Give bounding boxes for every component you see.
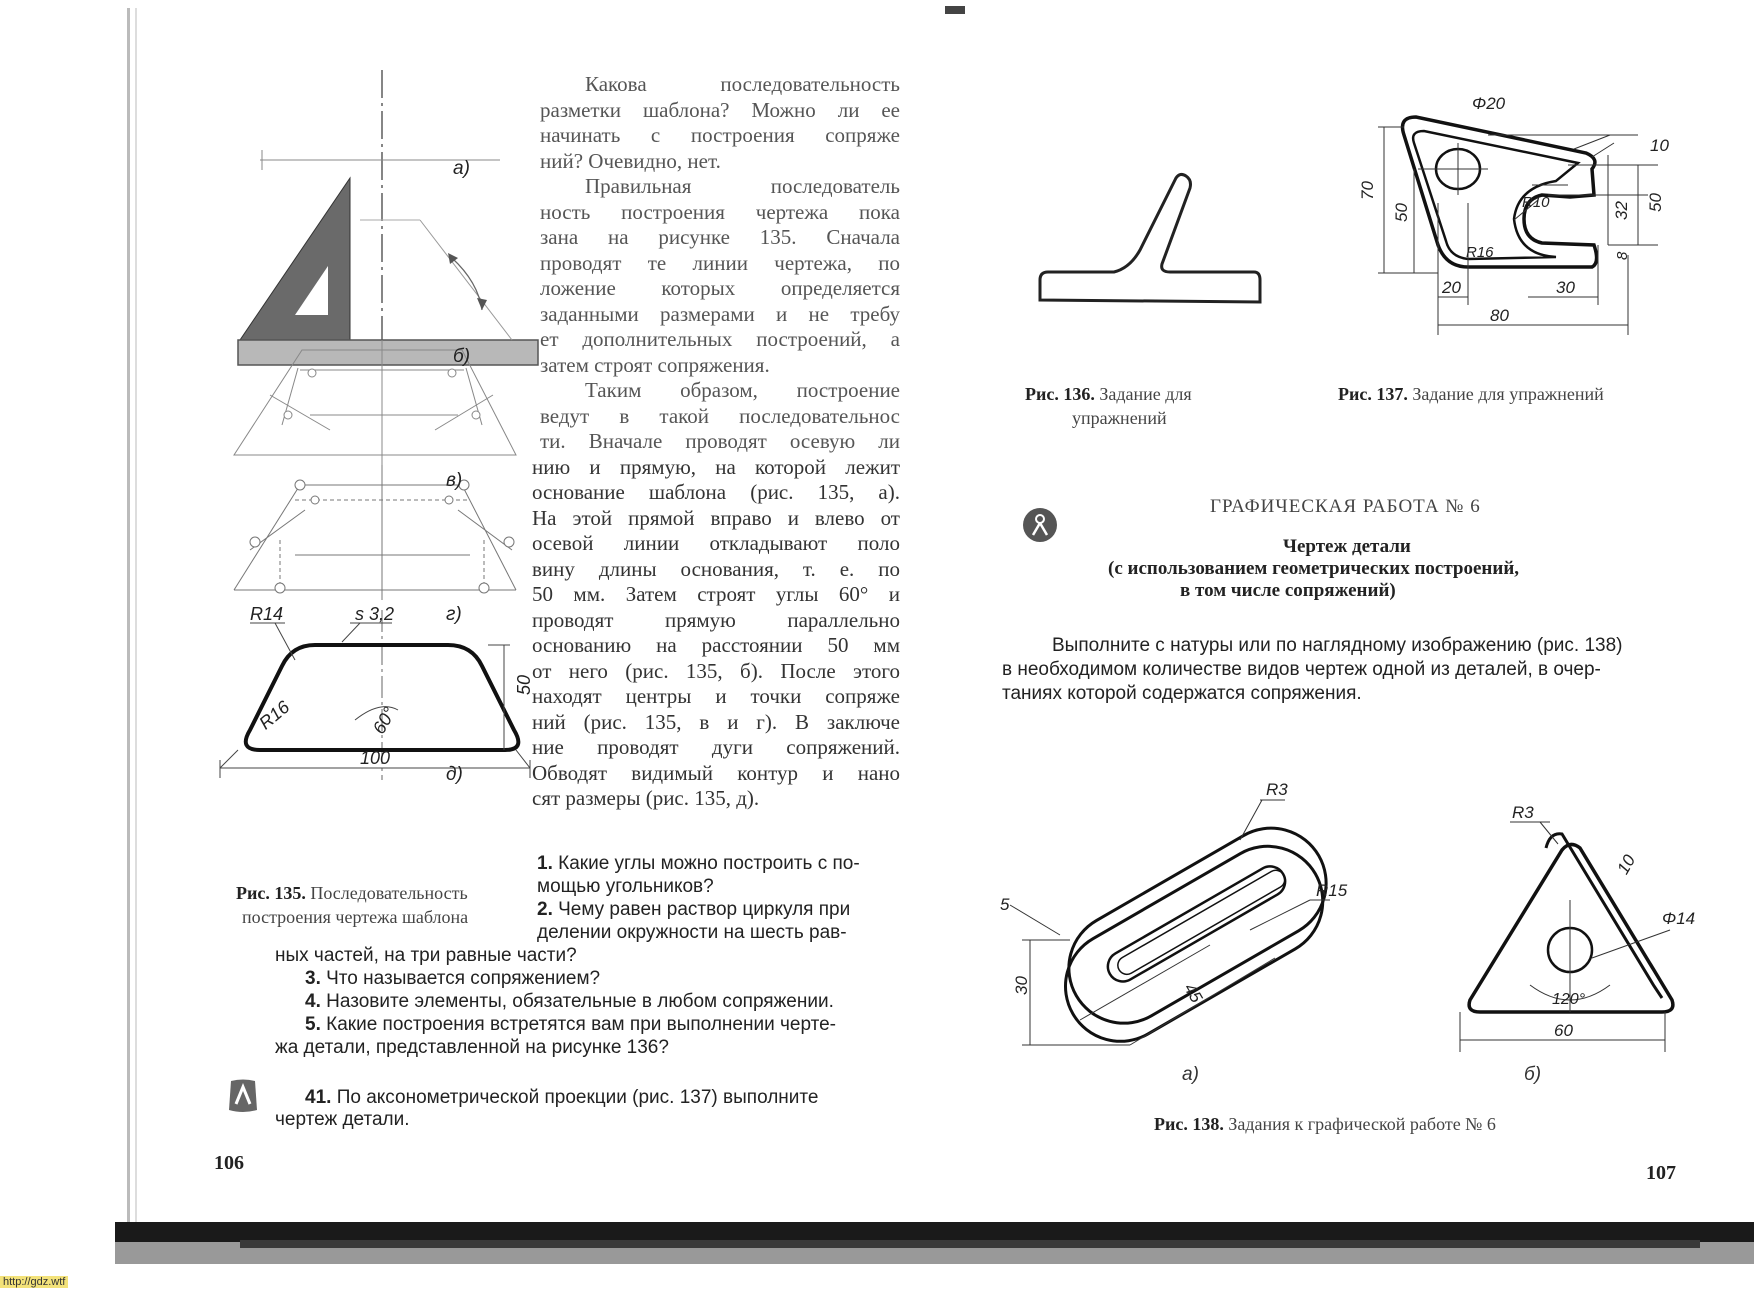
body-text-line: разметки шаблона? Можно ли ее — [540, 97, 900, 122]
body-text-line: 50 мм. Затем строят углы 60° и — [532, 582, 900, 606]
fig137-dim-8: 8 — [1614, 251, 1631, 260]
fig136-caption — [1025, 384, 1192, 405]
fig137-dim-80: 80 — [1490, 306, 1509, 325]
fig137-dim-50: 50 — [1392, 203, 1411, 222]
body-text-line: основание шаблона (рис. 135, а). — [532, 480, 900, 504]
graphic-work-icon — [1022, 507, 1058, 543]
graphic-work-heading: ГРАФИЧЕСКАЯ РАБОТА № 6 — [1210, 496, 1481, 517]
body-text-line: проводят те линии чертежа, по — [540, 250, 900, 275]
body-text-line: ний (рис. 135, в и г). В заключе — [532, 709, 900, 734]
figure-138a — [1000, 780, 1360, 1080]
page-number-left: 106 — [214, 1152, 244, 1174]
fig138b-label: б) — [1524, 1064, 1542, 1085]
body-text-line: ведут в такой последовательнос — [540, 403, 900, 428]
fig137-caption-text: Задание для упражнений — [1412, 384, 1604, 404]
fig136-caption-line2: упражнений — [1072, 408, 1167, 428]
body-text — [532, 72, 900, 812]
graphic-work-subtitle2: в том числе сопряжений) — [1180, 580, 1396, 601]
graphic-work-desc-line3: таниях которой содержатся сопряжения. — [1002, 683, 1362, 704]
fig138a-dim-45: 45 — [1180, 980, 1207, 1006]
dim-r16: R16 — [255, 696, 294, 734]
body-text-line: затем строят сопряжения. — [540, 352, 770, 377]
page-edge-line — [127, 8, 130, 1238]
fig138a-dim-30: 30 — [1012, 976, 1031, 995]
body-text-line: ти. Вначале проводят осевую ли — [540, 429, 900, 453]
body-text-line: Таким образом, построение — [585, 378, 900, 402]
figure-136 — [1030, 168, 1270, 313]
fig138-caption-text: Задания к графической работе № 6 — [1228, 1114, 1496, 1134]
fig138b-dim-10: 10 — [1613, 851, 1640, 878]
ruler — [238, 340, 538, 365]
graphic-work-subtitle1: (с использованием геометрических построений, — [1108, 558, 1520, 579]
body-text-line: ние проводят дуги сопряжений. — [532, 735, 900, 759]
body-text-line: заданными размерами и не требу — [540, 301, 900, 326]
body-text-line: сят размеры (рис. 135, д). — [532, 786, 760, 810]
question-1-line2: мощью угольников? — [537, 876, 714, 897]
fig137-dim-32: 32 — [1612, 201, 1631, 220]
fig137-caption-number: Рис. 137. — [1338, 384, 1408, 404]
exercise-41-line2: чертеж детали. — [275, 1109, 410, 1130]
fig135-caption-number: Рис. 135. — [236, 883, 306, 903]
body-text-line: нию и прямую, на которой лежит — [532, 454, 900, 479]
dim-50: 50 — [514, 674, 534, 695]
fig136-caption-number: Рис. 136. — [1025, 384, 1095, 404]
question-3: 3. Что называется сопряжением? — [305, 968, 601, 989]
graphic-work-desc-line1: Выполните с натуры или по наглядному изображению (рис. 138) — [1052, 635, 1623, 656]
book-binding-bottom — [240, 1240, 1700, 1248]
fig138b-dim-r3: R3 — [1512, 803, 1534, 822]
fig137-dim-70: 70 — [1358, 181, 1377, 200]
page-edge-line — [135, 8, 137, 1238]
dim-r14: R14 — [250, 604, 284, 624]
book-binding-bottom — [115, 1222, 1754, 1242]
fig135-caption-line2: построения чертежа шаблона — [242, 907, 469, 927]
question-5-line2: жа детали, представленной на рисунке 136? — [275, 1037, 669, 1058]
fig135-v — [234, 465, 516, 600]
page-fold-shadow — [945, 6, 965, 14]
questions — [275, 852, 895, 1072]
fig135-label-d: д) — [446, 764, 463, 785]
question-2-line3: ных частей, на три равные части? — [275, 945, 577, 966]
graphic-work-desc-line2: в необходимом количестве видов чертеж одной из деталей, в очер- — [1002, 659, 1601, 680]
exercise-icon — [226, 1078, 260, 1114]
body-text-line: находят центры и точки сопряже — [532, 684, 900, 708]
fig137-dim-30: 30 — [1556, 278, 1575, 297]
fig138b-dim-60: 60 — [1554, 1021, 1573, 1040]
fig135-caption-line1: Последовательность — [310, 883, 468, 903]
fig137-dim-r16: R16 — [1466, 244, 1494, 261]
dim-60deg: 60° — [368, 703, 400, 738]
fig138b-dim-d14: Φ14 — [1662, 909, 1696, 928]
fig136-caption-line1: Задание для — [1099, 384, 1192, 404]
fig137-dim-10: 10 — [1650, 136, 1669, 155]
figure-137 — [1338, 95, 1678, 340]
fig138a-dim-5: 5 — [1000, 895, 1010, 914]
body-text-line: ложение которых определяется — [540, 276, 900, 300]
body-text-line: от него (рис. 135, б). После этого — [532, 658, 900, 683]
fig138-caption-number: Рис. 138. — [1154, 1114, 1224, 1134]
body-text-line: ний? Очевидно, нет. — [540, 148, 721, 173]
body-text-line: Правильная последователь — [585, 174, 900, 198]
fig138a-dim-r15: R15 — [1316, 881, 1348, 900]
body-text-line: ность построения чертежа пока — [540, 199, 900, 224]
body-text-line: зана на рисунке 135. Сначала — [540, 225, 900, 249]
body-text-line: основанию на расстоянии 50 мм — [532, 633, 900, 657]
fig138a-label: а) — [1182, 1064, 1199, 1085]
fig135-label-g: г) — [446, 604, 462, 625]
set-square — [240, 178, 350, 340]
watermark: http://gdz.wtf — [0, 1276, 68, 1288]
question-1-line1: 1. Какие углы можно построить с по- — [537, 853, 860, 874]
fig137-dim-d20: Φ20 — [1472, 94, 1506, 113]
question-5-line1: 5. Какие построения встретятся вам при выполнении черте- — [305, 1014, 836, 1035]
question-2-line1: 2. Чему равен раствор циркуля при — [537, 899, 851, 920]
figure-138b — [1450, 790, 1700, 1060]
body-text-line: осевой линии откладывают поло — [532, 531, 900, 555]
fig135-label-v: в) — [446, 470, 463, 491]
body-text-line: начинать с построения сопряже — [540, 123, 900, 147]
body-text-line: Какова последовательность — [585, 72, 900, 96]
question-4: 4. Назовите элементы, обязательные в любом сопряжении. — [305, 991, 834, 1012]
graphic-work-title: Чертеж детали — [1283, 536, 1411, 557]
fig135-label-a: а) — [453, 158, 470, 179]
body-text-line: На этой прямой вправо и влево от — [532, 505, 900, 530]
body-text-line: вину длины основания, т. е. по — [532, 556, 900, 581]
dim-100: 100 — [360, 748, 391, 768]
fig138b-dim-120: 120° — [1552, 991, 1586, 1008]
fig138a-dim-r3: R3 — [1266, 780, 1288, 799]
fig138-caption — [1154, 1114, 1496, 1135]
body-text-line: Обводят видимый контур и нано — [532, 760, 900, 785]
fig137-dim-r10: R10 — [1522, 194, 1550, 211]
fig135-label-b: б) — [453, 346, 471, 367]
dim-s32: s 3,2 — [355, 604, 395, 624]
fig137-caption — [1338, 384, 1604, 405]
figure-135 — [220, 70, 540, 880]
fig137-dim-20: 20 — [1442, 278, 1461, 297]
page-number-right: 107 — [1646, 1162, 1676, 1184]
body-text-line: проводят прямую параллельно — [532, 607, 900, 632]
fig137-dim-50r: 50 — [1646, 193, 1665, 212]
exercise-41-line1: 41. По аксонометрической проекции (рис. 137) выполните — [305, 1087, 819, 1108]
question-2-line2: делении окружности на шесть рав- — [537, 922, 847, 943]
body-text-line: ет дополнительных построений, а — [540, 327, 900, 351]
